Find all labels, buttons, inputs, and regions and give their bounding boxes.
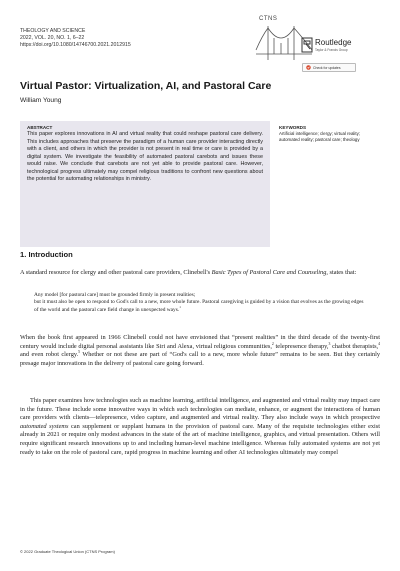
article-doi-link[interactable]: https://doi.org/10.1080/14746700.2021.2012915 — [20, 42, 131, 48]
footnote-ref-4[interactable]: 4 — [378, 341, 381, 346]
abstract-text: This paper explores innovations in AI and virtual reality that could reshape pastoral care delivery. This includes approaches that preserve the paradigm of a human care provider interacting directly with a client, and others in which the provider is not present in real time or care is provided by a digital system. We investigate the feasibility of automated pastoral carebots and issues these would raise. We conclude that carebots are not yet able to provide pastoral care. However, technological progress ultimately may compel religious traditions to confront new questions about the potential for automating relationships in ministry. — [27, 131, 263, 182]
keywords-text: Artificial intelligence; clergy; virtual reality; automated reality; pastoral care; theology — [279, 131, 361, 142]
paragraph-2-text-b: telepresence therapy, — [273, 342, 329, 350]
copyright-footer: © 2022 Graduate Theological Union (CTNS Program) — [20, 549, 115, 554]
paragraph-1 — [20, 269, 380, 278]
paragraph-2-text-a: When the book first appeared in 1966 Clinebell could not have envisioned that “present realities” in the third decade of the twenty-first century would include digital personal assistants like Siri and Alexa, virtual religious communities, — [20, 334, 380, 350]
footnote-ref-1[interactable]: 1 — [179, 305, 181, 310]
ctns-logo-text: CTNS — [259, 16, 278, 22]
journal-name: THEOLOGY AND SCIENCE — [20, 28, 86, 34]
keywords-block — [279, 125, 379, 143]
routledge-icon — [301, 37, 313, 53]
publisher-name: Routledge — [315, 38, 352, 47]
journal-citation: 2022, VOL. 20, NO. 1, 6–22 — [20, 35, 85, 41]
abstract-heading: ABSTRACT — [27, 125, 53, 130]
article-title: Virtual Pastor: Virtualization, AI, and Pastoral Care — [20, 80, 272, 92]
publisher-subtitle: Taylor & Francis Group — [315, 48, 348, 52]
keywords-heading: KEYWORDS — [279, 125, 307, 130]
paragraph-2 — [20, 334, 380, 368]
paragraph-2-text-c: chatbot therapists, — [330, 342, 379, 350]
quote-line-2: but it must also be open to respond to God's call to a new, more whole future. Pastoral caregiving is guided by a vision that evolves as the growing edges of the world and the pastoral care field change in unexpected ways. — [34, 299, 364, 313]
footnote-ref-2[interactable]: 2 — [271, 341, 274, 346]
paragraph-3-text-b: can supplement or supplant humans in the provision of pastoral care. Many of the requisite technologies either exist already in 2021 or require only modest advances in the state of the art of machine intelligence, graphics, and virtual presentation. Others will require significant research innovations up to and including human-level machine intelligence. Whereas fully automated systems are not yet ready to take on the role of pastoral care, rapid progress in machine learning and other AI technologies ultimately may compel — [20, 422, 380, 456]
quote-line-1: Any model [for pastoral care] must be grounded firmly in present realities; — [34, 292, 196, 298]
paragraph-3 — [20, 397, 380, 457]
check-updates-icon — [306, 65, 311, 70]
paragraph-1-text-b: , states that: — [326, 269, 357, 276]
automated-systems-term: automated systems — [20, 422, 69, 430]
section-heading: 1. Introduction — [20, 250, 73, 259]
footnote-ref-5[interactable]: 5 — [78, 350, 81, 355]
abstract-box — [20, 121, 270, 247]
check-for-updates-button[interactable] — [302, 63, 356, 72]
paragraph-3-text-a: This paper examines how technologies such as machine learning, artificial intelligence, and augmented and virtual reality may impact care in the future. These include some innovative ways in which such technologies can mediate, enhance, or augment the interactions of human care providers with clients—telepresence, video capture, and augmented and virtual reality. They also include ways in which prospective — [20, 397, 380, 422]
paragraph-1-text-a: A standard resource for clergy and other pastoral care providers, Clinebell's — [20, 269, 212, 276]
book-title: Basic Types of Pastoral Care and Counseling — [211, 269, 327, 276]
footnote-ref-3[interactable]: 3 — [328, 341, 331, 346]
article-author[interactable]: William Young — [20, 97, 62, 104]
paragraph-2-text-d: and even robot clergy. — [20, 351, 79, 359]
block-quote — [34, 292, 369, 314]
check-for-updates-label: Check for updates — [313, 65, 341, 70]
paragraph-2-text-e: Whether or not these are part of “God's call to a new, more whole future” remains to be seen. But they certainly presage major innovations in the delivery of pastoral care going forward. — [20, 351, 381, 367]
journal-header — [20, 28, 131, 49]
